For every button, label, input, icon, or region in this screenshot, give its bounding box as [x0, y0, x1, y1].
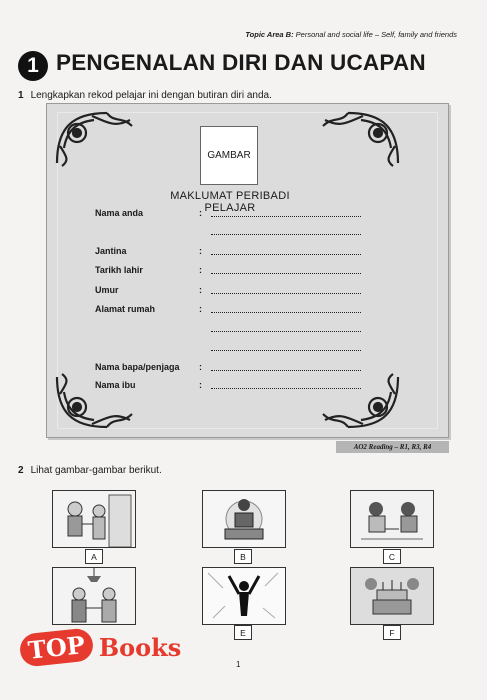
- watermark-books: Books: [98, 632, 182, 662]
- ornament-top-left: [52, 108, 137, 168]
- picture-d[interactable]: [52, 567, 136, 625]
- question-1-text: Lengkapkan rekod pelajar ini dengan butiran diri anda.: [30, 90, 272, 101]
- field-label-name: Nama anda: [95, 208, 144, 218]
- topic-area-header: [245, 30, 457, 39]
- picture-e[interactable]: [202, 567, 286, 625]
- field-label-gender: Jantina: [95, 246, 127, 256]
- picture-b[interactable]: [202, 490, 286, 548]
- picture-a[interactable]: [52, 490, 136, 548]
- assessment-objective-tag: AO2 Reading – R1, R3, R4: [336, 441, 449, 453]
- question-2-text: Lihat gambar-gambar berikut.: [30, 465, 162, 476]
- photo-placeholder[interactable]: GAMBAR: [200, 126, 258, 185]
- picture-label-f: F: [383, 625, 401, 640]
- question-1: [18, 90, 272, 101]
- field-colon: :: [199, 265, 202, 275]
- field-line-name[interactable]: [211, 215, 361, 217]
- picture-label-c: C: [383, 549, 401, 564]
- ornament-top-right: [318, 108, 403, 168]
- unit-number-badge: 1: [18, 51, 48, 81]
- picture-label-a: A: [85, 549, 103, 564]
- field-colon: :: [199, 246, 202, 256]
- question-1-number: 1: [18, 90, 24, 101]
- unit-title: PENGENALAN DIRI DAN UCAPAN: [56, 50, 426, 75]
- picture-label-e: E: [234, 625, 252, 640]
- field-line-mother[interactable]: [211, 387, 361, 389]
- picture-c[interactable]: [350, 490, 434, 548]
- ornament-bottom-right: [318, 372, 403, 432]
- field-colon: :: [199, 380, 202, 390]
- picture-f[interactable]: [350, 567, 434, 625]
- field-line-birthdate[interactable]: [211, 272, 361, 274]
- picture-label-b: B: [234, 549, 252, 564]
- field-label-age: Umur: [95, 285, 119, 295]
- field-label-address: Alamat rumah: [95, 304, 156, 314]
- field-label-father: Nama bapa/penjaga: [95, 362, 180, 372]
- field-line-father[interactable]: [211, 369, 361, 371]
- field-colon: :: [199, 208, 202, 218]
- field-line-gender[interactable]: [211, 253, 361, 255]
- field-colon: :: [199, 304, 202, 314]
- watermark-top: TOP: [18, 627, 94, 667]
- topic-area-text: Personal and social life – Self, family and friends: [293, 30, 457, 39]
- form-title: MAKLUMAT PERIBADI PELAJAR: [170, 190, 290, 214]
- field-colon: :: [199, 285, 202, 295]
- field-line-address-2[interactable]: [211, 330, 361, 332]
- field-label-mother: Nama ibu: [95, 380, 136, 390]
- question-2-number: 2: [18, 465, 24, 476]
- field-line-name-2[interactable]: [211, 233, 361, 235]
- topic-area-prefix: Topic Area B:: [245, 30, 294, 39]
- page-number: 1: [236, 660, 241, 669]
- field-line-address[interactable]: [211, 311, 361, 313]
- field-colon: :: [199, 362, 202, 372]
- topbooks-watermark: [20, 627, 181, 667]
- field-line-age[interactable]: [211, 292, 361, 294]
- field-line-address-3[interactable]: [211, 349, 361, 351]
- question-2: [18, 465, 162, 476]
- field-label-birthdate: Tarikh lahir: [95, 265, 143, 275]
